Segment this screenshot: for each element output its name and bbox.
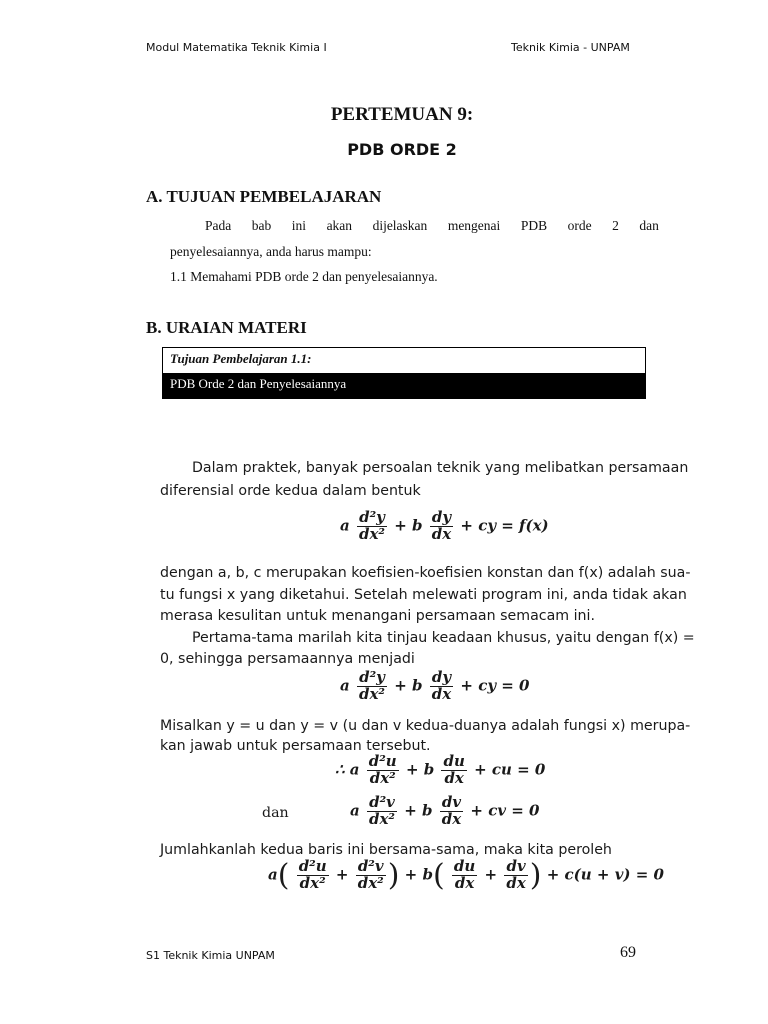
section-a-heading: A. TUJUAN PEMBELAJARAN: [146, 187, 382, 206]
text-line: Misalkan y = u dan y = v (u dan v kedua-duanya adalah fungsi x) merupa-: [160, 718, 691, 734]
equation-4: a $\frac{\text{d²v}}{\text{dx²}}$ + b $\frac{dv}{dx}$ + cv = 0: [350, 793, 540, 828]
text-line: kan jawab untuk persamaan tersebut.: [160, 738, 431, 754]
equation-3: ∴ a $\frac{\text{d²u}}{\text{dx²}}$ + b $\frac{du}{dx}$ + cu = 0: [335, 752, 546, 787]
fraction: $\frac{dv}{dx}$: [506, 857, 526, 892]
running-header-right: Teknik Kimia - UNPAM: [511, 41, 630, 54]
scanned-excerpt: [150, 455, 710, 905]
word: akan: [326, 218, 353, 233]
fraction: $\frac{du}{dx}$: [443, 752, 465, 787]
text-line: 0, sehingga persamaannya menjadi: [160, 651, 415, 667]
word: dan: [639, 218, 659, 233]
equation-5: a( $\frac{\text{d²u}}{\text{dx²}}$ + $\frac{\text{d²v}}{\text{dx²}}$ ) + b( $\frac{du}{dx}$ + $\frac{dv}{dx}$ ) + c(u + v) = 0: [268, 857, 664, 893]
running-header-left: Modul Matematika Teknik Kimia I: [146, 41, 327, 54]
word: PDB: [520, 218, 548, 233]
fraction: $\frac{\text{d²y}}{\text{dx²}}$: [358, 668, 385, 703]
objective-box-title: PDB Orde 2 dan Penyelesaiannya: [163, 373, 645, 398]
objective-box-label: Tujuan Pembelajaran 1.1:: [170, 351, 312, 366]
footer-left: S1 Teknik Kimia UNPAM: [146, 949, 275, 962]
open-paren: (: [432, 858, 445, 893]
fraction: $\frac{\text{d²v}}{\text{dx²}}$: [357, 857, 384, 892]
fraction: $\frac{du}{dx}$: [453, 857, 476, 892]
page-number: 69: [620, 944, 636, 961]
text-line: Dalam praktek, banyak persoalan teknik yang melibatkan persamaan: [192, 460, 689, 476]
chapter-subtitle: PDB ORDE 2: [347, 140, 457, 159]
word: dijelaskan: [372, 218, 428, 233]
word: orde: [567, 218, 592, 233]
dan-label: dan: [262, 805, 289, 821]
fraction: $\frac{\text{d²u}}{\text{dx²}}$: [298, 857, 327, 892]
text-line: diferensial orde kedua dalam bentuk: [160, 483, 421, 499]
section-b-heading: B. URAIAN MATERI: [146, 318, 307, 337]
open-paren: (: [277, 858, 290, 893]
equation-1: a $\frac{\text{d²y}}{\text{dx²}}$ + b $\frac{dy}{dx}$ + cy = f(x): [340, 508, 549, 543]
equation-2: a $\frac{\text{d²y}}{\text{dx²}}$ + b $\frac{dy}{dx}$ + cy = 0: [340, 668, 530, 703]
fraction: $\frac{dy}{dx}$: [431, 508, 452, 543]
fraction: $\frac{\text{d²v}}{\text{dx²}}$: [368, 793, 395, 828]
objective-box: [162, 347, 646, 399]
word: bab: [251, 218, 272, 233]
text-line: Jumlahkanlah kedua baris ini bersama-sama, maka kita peroleh: [160, 842, 612, 858]
section-a-line-1: [205, 218, 659, 234]
text-line: Pertama-tama marilah kita tinjau keadaan khusus, yaitu dengan f(x) =: [192, 630, 695, 646]
word: mengenai: [447, 218, 501, 233]
fraction: $\frac{dy}{dx}$: [431, 668, 452, 703]
close-paren: ): [387, 858, 400, 893]
objective-item: 1.1 Memahami PDB orde 2 dan penyelesaiannya.: [170, 269, 438, 284]
text-line: merasa kesulitan untuk menangani persamaan semacam ini.: [160, 608, 595, 624]
word: Pada: [205, 218, 232, 233]
word: 2: [612, 218, 619, 233]
close-paren: ): [529, 858, 542, 893]
fraction: $\frac{\text{d²y}}{\text{dx²}}$: [358, 508, 385, 543]
chapter-title: PERTEMUAN 9:: [330, 104, 474, 125]
fraction: $\frac{\text{d²u}}{\text{dx²}}$: [368, 752, 397, 787]
fraction: $\frac{dv}{dx}$: [441, 793, 462, 828]
text-line: dengan a, b, c merupakan koefisien-koefisien konstan dan f(x) adalah sua-: [160, 565, 691, 581]
word: ini: [291, 218, 307, 233]
text-line: tu fungsi x yang diketahui. Setelah melewati program ini, anda tidak akan: [160, 587, 687, 603]
section-a-line-2: penyelesaiannya, anda harus mampu:: [170, 244, 372, 259]
